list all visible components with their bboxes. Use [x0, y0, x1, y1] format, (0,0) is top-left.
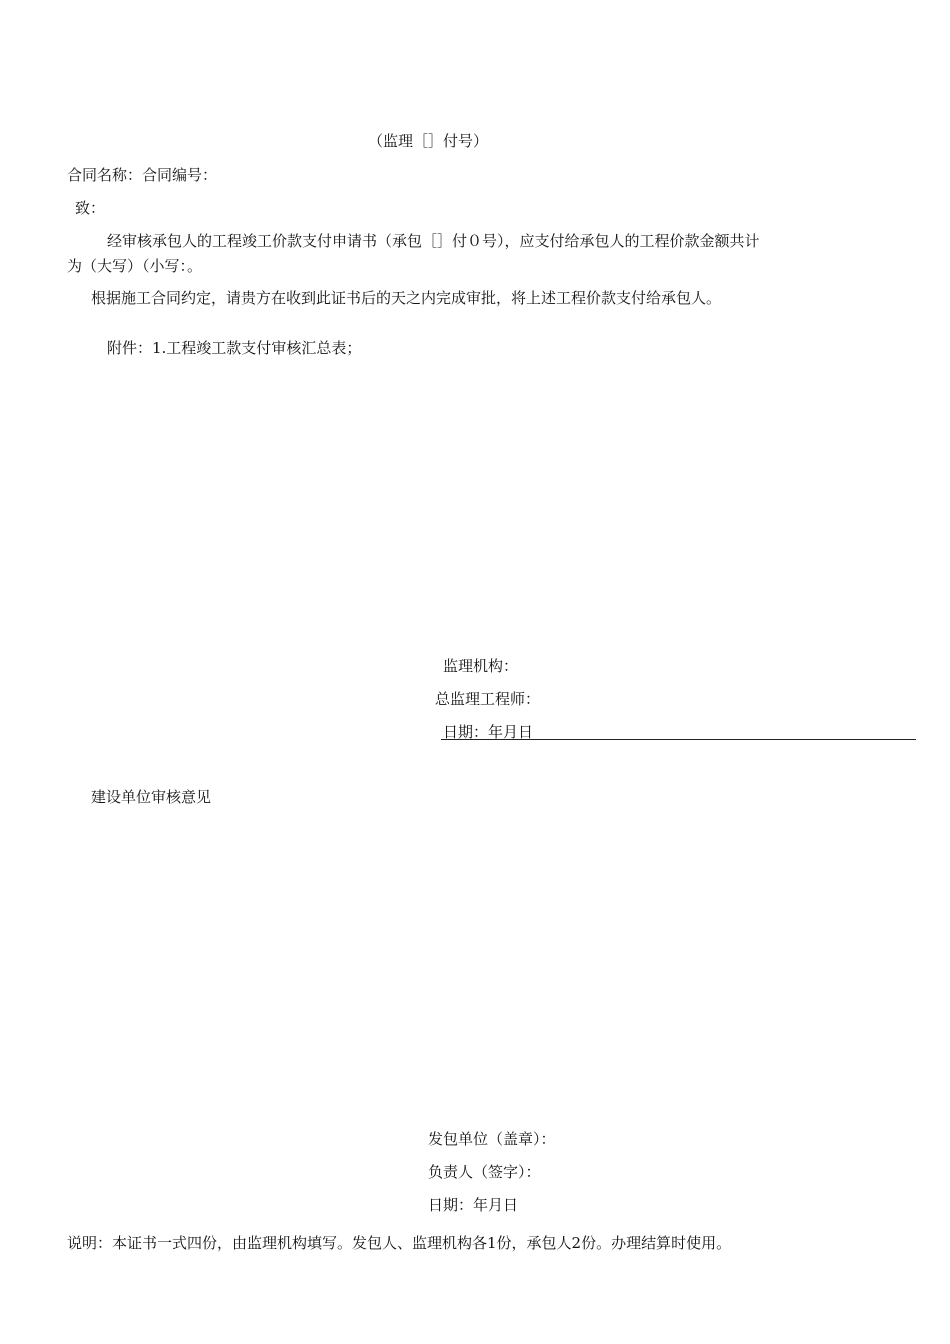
footnote: 说明：本证书一式四份，由监理机构填写。发包人、监理机构各1份，承包人2份。办理结算时使用。: [67, 1234, 732, 1252]
owner-date-label: 日期：年月日: [428, 1196, 519, 1214]
date-underline: [441, 739, 916, 740]
supervision-agency-label: 监理机构：: [443, 657, 519, 675]
paragraph-2: 根据施工合同约定，请贵方在收到此证书后的天之内完成审批，将上述工程价款支付给承包人。: [91, 289, 722, 307]
contract-name-number: 合同名称：合同编号：: [67, 166, 218, 184]
chief-engineer-label: 总监理工程师：: [435, 690, 541, 708]
form-number: （监理［］付号）: [368, 132, 489, 150]
addressee: 致：: [75, 199, 106, 217]
supervisor-date-label: 日期：年月日: [443, 723, 534, 741]
employer-seal-label: 发包单位（盖章）：: [428, 1130, 556, 1148]
responsible-person-label: 负责人（签字）：: [428, 1163, 541, 1181]
owner-review-heading: 建设单位审核意见: [91, 788, 212, 806]
attachment-line: 附件：1.工程竣工款支付审核汇总表；: [107, 339, 362, 357]
paragraph-1-line-2: 为（大写）（小写：。: [67, 257, 203, 275]
paragraph-1-line-1: 经审核承包人的工程竣工价款支付申请书（承包［］付０号），应支付给承包人的工程价款金额共计: [107, 232, 760, 250]
